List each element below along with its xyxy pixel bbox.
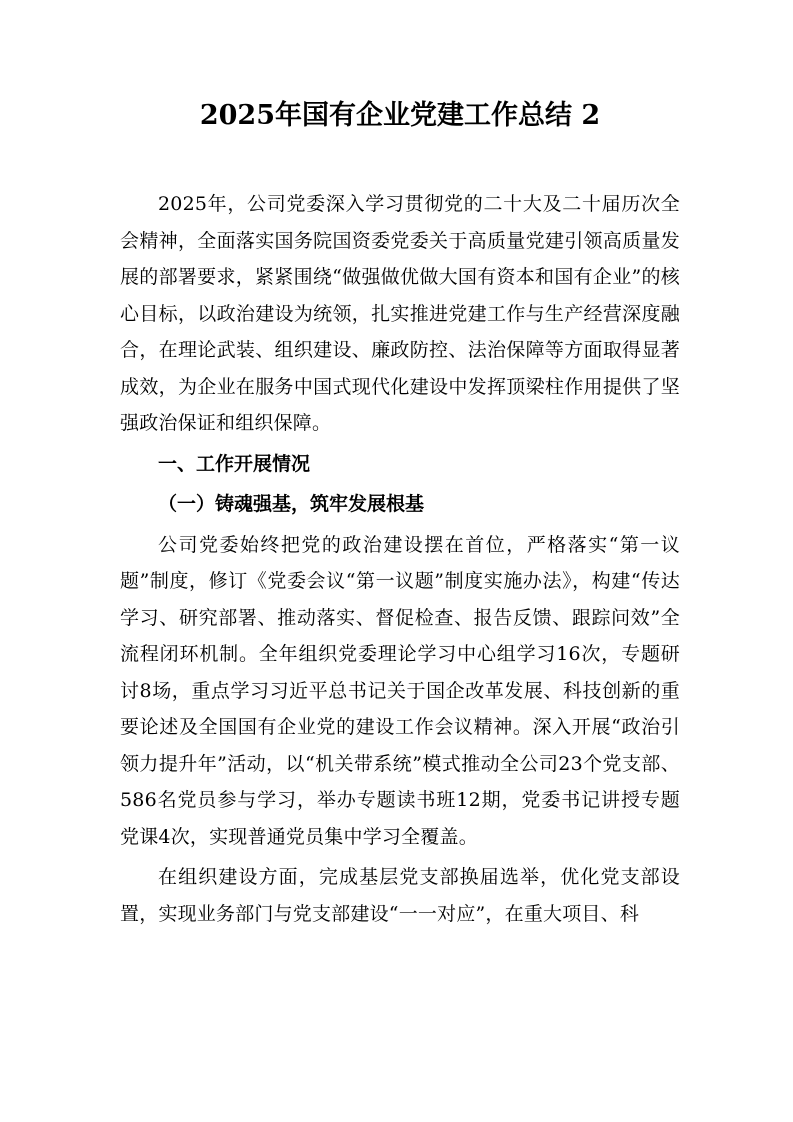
- document-title: 2025年国有企业党建工作总结 2: [199, 100, 601, 131]
- body-paragraph: 公司党委始终把党的政治建设摆在首位，严格落实“第一议题”制度，修订《党委会议“第一议题”制度实施办法》，构建“传达学习、研究部署、推动落实、督促检查、报告反馈、跟踪问效”全流程闭环机制。全年组织党委理论学习中心组学习16次，专题研讨8场，重点学习习近平总书记关于国企改革发展、科技创新的重要论述及全国国有企业党的建设工作会议精神。深入开展“政治引领力提升年”活动，以“机关带系统”模式推动全公司23个党支部、586名党员参与学习，举办专题读书班12期，党委书记讲授专题党课4次，实现普通党员集中学习全覆盖。: [120, 533, 680, 848]
- body-paragraph: 在组织建设方面，完成基层党支部换届选举，优化党支部设置，实现业务部门与党支部建设“一一对应”，在重大项目、科: [120, 866, 680, 925]
- subsection-heading: （一）铸魂强基，筑牢发展根基: [158, 493, 425, 515]
- section-heading: 一、工作开展情况: [158, 452, 311, 475]
- intro-paragraph: 2025年，公司党委深入学习贯彻党的二十大及二十届历次全会精神，全面落实国务院国资委党委关于高质量党建引领高质量发展的部署要求，紧紧围绕“做强做优做大国有资本和国有企业”的核心目标，以政治建设为统领，扎实推进党建工作与生产经营深度融合，在理论武装、组织建设、廉政防控、法治保障等方面取得显著成效，为企业在服务中国式现代化建设中发挥顶梁柱作用提供了坚强政治保证和组织保障。: [120, 193, 680, 434]
- document-page: [120, 96, 680, 932]
